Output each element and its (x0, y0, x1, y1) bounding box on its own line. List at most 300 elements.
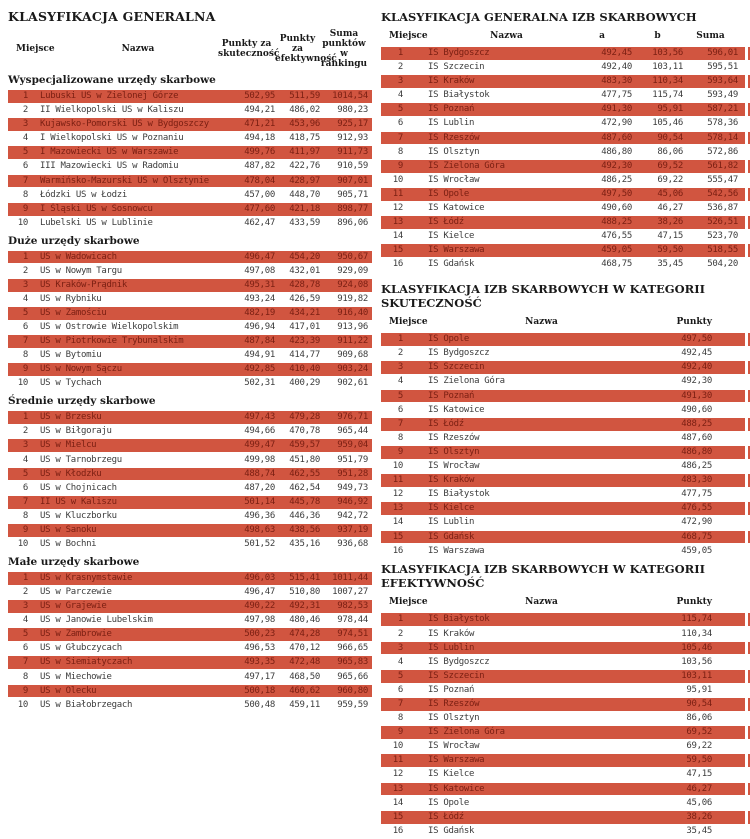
table-row (381, 670, 745, 683)
rank-cell: 7 (22, 657, 28, 668)
value-cell: 499,98 (244, 454, 275, 465)
value-cell: 907,01 (337, 175, 368, 186)
value-cell: 1011,44 (332, 572, 368, 583)
value-cell: 496,03 (244, 572, 275, 583)
table-row (381, 174, 745, 187)
value-cell: 965,66 (337, 671, 368, 682)
rank-cell: 1 (397, 614, 403, 625)
name-cell: IS Opole (428, 188, 469, 199)
table-row (8, 586, 372, 599)
table-row (381, 89, 745, 102)
value-cell: 483,30 (681, 475, 712, 486)
value-cell: 59,50 (686, 755, 712, 766)
rank-cell: 7 (397, 698, 403, 709)
value-cell: 905,71 (337, 189, 368, 200)
value-cell: 561,82 (707, 160, 738, 171)
value-cell: 69,52 (686, 727, 712, 738)
rank-cell: 4 (22, 454, 28, 465)
name-cell: IS Lublin (428, 517, 475, 528)
value-cell: 410,40 (289, 364, 320, 375)
rank-cell: 2 (22, 587, 28, 598)
value-cell: 488,25 (681, 418, 712, 429)
name-cell: IS Łódź (428, 811, 464, 822)
col-header-skutecznosc: Punkty za skuteczność (218, 39, 280, 59)
value-cell: 459,05 (601, 245, 632, 256)
value-cell: 492,45 (681, 348, 712, 359)
name-cell: IS Bydgoszcz (428, 656, 490, 667)
table-row (381, 188, 745, 201)
rank-cell: 4 (22, 133, 28, 144)
table-row (381, 811, 745, 824)
rank-cell: 10 (17, 217, 28, 228)
value-cell: 498,63 (244, 525, 275, 536)
value-cell: 542,56 (707, 188, 738, 199)
name-cell: US w Ostrowie Wielkopolskim (40, 322, 179, 333)
value-cell: 492,45 (601, 48, 632, 58)
rank-cell: 1 (397, 48, 403, 58)
table-row (8, 377, 372, 390)
value-cell: 428,78 (289, 279, 320, 290)
value-cell: 45,06 (657, 188, 683, 199)
name-cell: US w Zamościu (40, 308, 107, 319)
table-row (381, 390, 745, 403)
rank-cell: 9 (22, 525, 28, 536)
rank-cell: 3 (397, 362, 403, 373)
rank-cell: 3 (22, 119, 28, 130)
rank-cell: 8 (397, 432, 403, 443)
column-header-row (381, 315, 745, 329)
col-header-punkty: Punkty (676, 317, 712, 328)
name-cell: IS Olsztyn (428, 146, 480, 157)
table-row (8, 600, 372, 613)
value-cell: 515,41 (289, 572, 320, 583)
value-cell: 451,80 (289, 454, 320, 465)
name-cell: IS Bydgoszcz (428, 348, 490, 359)
value-cell: 462,54 (289, 482, 320, 493)
name-cell: US w Chojnicach (40, 482, 117, 493)
value-cell: 497,17 (244, 671, 275, 682)
value-cell: 480,46 (289, 615, 320, 626)
rank-cell: 6 (22, 322, 28, 333)
value-cell: 482,19 (244, 308, 275, 319)
section-rows (8, 572, 372, 712)
table-row (381, 642, 745, 655)
name-cell: US w Kluczborku (40, 510, 117, 521)
table-row (381, 460, 745, 473)
col-header-miejsce: Miejsce (16, 44, 55, 54)
table-row (381, 146, 745, 159)
rank-cell: 13 (392, 217, 403, 228)
rank-cell: 11 (392, 188, 403, 199)
name-cell: US w Biłgoraju (40, 426, 112, 437)
name-cell: US w Rybniku (40, 293, 102, 304)
value-cell: 453,96 (289, 119, 320, 130)
value-cell: 69,22 (657, 174, 683, 185)
value-cell: 978,44 (337, 615, 368, 626)
name-cell: IS Lublin (428, 118, 475, 129)
rank-cell: 4 (397, 90, 403, 101)
value-cell: 499,47 (244, 440, 275, 451)
rank-cell: 7 (22, 336, 28, 347)
name-cell: Lubuski US w Zielonej Górze (40, 91, 179, 101)
value-cell: 898,77 (337, 203, 368, 214)
table-row (8, 628, 372, 641)
value-cell: 400,29 (289, 378, 320, 389)
value-cell: 486,80 (681, 446, 712, 457)
name-cell: IS Opole (428, 797, 469, 808)
table-row (381, 432, 745, 445)
rank-cell: 5 (22, 468, 28, 479)
column-header-row (381, 29, 745, 43)
value-cell: 578,36 (707, 118, 738, 129)
value-cell: 492,30 (681, 376, 712, 387)
table-row (8, 496, 372, 509)
value-cell: 492,31 (289, 601, 320, 612)
value-cell: 476,55 (601, 231, 632, 242)
value-cell: 492,40 (601, 62, 632, 73)
value-cell: 593,64 (707, 76, 738, 87)
izb-general-title: KLASYFIKACJA GENERALNA IZB SKARBOWYCH (381, 10, 697, 24)
rank-cell: 13 (392, 783, 403, 794)
table-row (8, 411, 372, 424)
value-cell: 115,74 (652, 90, 683, 101)
name-cell: IS Białystok (428, 90, 490, 101)
value-cell: 555,47 (707, 174, 738, 185)
value-cell: 982,53 (337, 601, 368, 612)
value-cell: 471,21 (244, 119, 275, 130)
rank-cell: 11 (392, 475, 403, 486)
rank-cell: 10 (17, 378, 28, 389)
izb-skutecznosc-rows (381, 333, 745, 557)
value-cell: 69,52 (657, 160, 683, 171)
value-cell: 445,78 (289, 496, 320, 507)
value-cell: 486,02 (289, 105, 320, 116)
name-cell: Warmińsko-Mazurski US w Olsztynie (40, 175, 209, 186)
name-cell: IS Katowice (428, 783, 485, 794)
name-cell: US w Tychach (40, 378, 102, 389)
rank-cell: 6 (22, 161, 28, 172)
rank-cell: 8 (397, 146, 403, 157)
value-cell: 491,30 (681, 390, 712, 401)
name-cell: US w Bochni (40, 539, 97, 550)
value-cell: 493,35 (244, 657, 275, 668)
value-cell: 496,36 (244, 510, 275, 521)
value-cell: 457,00 (244, 189, 275, 200)
table-row (381, 502, 745, 515)
table-row (8, 454, 372, 467)
value-cell: 438,56 (289, 525, 320, 536)
rank-cell: 8 (22, 350, 28, 361)
table-row (381, 545, 745, 558)
section-header: Małe urzędy skarbowe (8, 555, 140, 568)
name-cell: IS Poznań (428, 104, 475, 115)
value-cell: 496,47 (244, 587, 275, 598)
name-cell: IS Warszawa (428, 755, 485, 766)
section-rows (8, 90, 372, 230)
table-row (8, 335, 372, 348)
value-cell: 421,18 (289, 203, 320, 214)
name-cell: US w Grajewie (40, 601, 107, 612)
table-row (381, 216, 745, 229)
name-cell: US w Brzesku (40, 412, 102, 423)
value-cell: 496,94 (244, 322, 275, 333)
name-cell: IS Kielce (428, 769, 475, 780)
table-row (381, 768, 745, 781)
value-cell: 35,45 (686, 825, 712, 836)
name-cell: IS Wrocław (428, 461, 480, 472)
value-cell: 105,46 (681, 642, 712, 653)
table-row (381, 61, 745, 74)
value-cell: 468,75 (681, 531, 712, 542)
rank-cell: 9 (22, 203, 28, 214)
name-cell: II US w Kaliszu (40, 496, 117, 507)
rank-cell: 4 (397, 656, 403, 667)
rank-cell: 5 (22, 147, 28, 158)
table-row (8, 307, 372, 320)
name-cell: IS Białystok (428, 489, 490, 500)
table-row (381, 656, 745, 669)
value-cell: 468,75 (601, 259, 632, 270)
table-row (8, 203, 372, 216)
name-cell: Lubelski US w Lublinie (40, 217, 153, 228)
table-row (381, 488, 745, 501)
value-cell: 916,40 (337, 308, 368, 319)
name-cell: US w Krasnymstawie (40, 572, 133, 583)
rank-cell: 7 (22, 496, 28, 507)
value-cell: 435,16 (289, 539, 320, 550)
name-cell: IS Bydgoszcz (428, 48, 490, 58)
rank-cell: 6 (397, 404, 403, 415)
col-header-nazwa: Nazwa (490, 31, 523, 41)
value-cell: 488,25 (601, 217, 632, 228)
value-cell: 428,97 (289, 175, 320, 186)
value-cell: 490,60 (681, 404, 712, 415)
name-cell: US w Bytomiu (40, 350, 102, 361)
value-cell: 936,68 (337, 539, 368, 550)
name-cell: IS Rzeszów (428, 698, 480, 709)
value-cell: 418,75 (289, 133, 320, 144)
rank-cell: 5 (397, 104, 403, 115)
value-cell: 103,11 (652, 62, 683, 73)
name-cell: I Mazowiecki US w Warszawie (40, 147, 179, 158)
value-cell: 500,18 (244, 685, 275, 696)
value-cell: 486,25 (681, 461, 712, 472)
rank-cell: 2 (397, 628, 403, 639)
table-row (381, 684, 745, 697)
name-cell: IS Kraków (428, 76, 475, 87)
rank-cell: 8 (22, 671, 28, 682)
table-row (8, 425, 372, 438)
value-cell: 486,25 (601, 174, 632, 185)
rank-cell: 15 (392, 245, 403, 256)
table-row (8, 572, 372, 585)
rank-cell: 3 (22, 601, 28, 612)
value-cell: 909,68 (337, 350, 368, 361)
value-cell: 38,26 (657, 217, 683, 228)
value-cell: 500,48 (244, 699, 275, 710)
table-row (8, 146, 372, 159)
rank-cell: 1 (22, 572, 28, 583)
rank-cell: 13 (392, 503, 403, 514)
rank-cell: 4 (22, 293, 28, 304)
name-cell: US w Olecku (40, 685, 97, 696)
table-row (381, 740, 745, 753)
table-row (381, 244, 745, 257)
col-header-punkty: Punkty (676, 597, 712, 608)
value-cell: 460,62 (289, 685, 320, 696)
col-header-nazwa: Nazwa (121, 44, 155, 54)
rank-cell: 9 (22, 685, 28, 696)
value-cell: 47,15 (686, 769, 712, 780)
value-cell: 95,91 (657, 104, 683, 115)
name-cell: IS Kraków (428, 628, 475, 639)
name-cell: IS Olsztyn (428, 713, 480, 724)
value-cell: 490,60 (601, 203, 632, 214)
value-cell: 46,27 (657, 203, 683, 214)
value-cell: 950,67 (337, 251, 368, 262)
section-header: Wyspecjalizowane urzędy skarbowe (8, 74, 216, 86)
table-row (8, 349, 372, 362)
table-row (8, 524, 372, 537)
table-row (8, 217, 372, 230)
table-row (8, 160, 372, 173)
value-cell: 459,11 (289, 699, 320, 710)
rank-cell: 12 (392, 489, 403, 500)
value-cell: 45,06 (686, 797, 712, 808)
table-row (381, 361, 745, 374)
name-cell: US w Tarnobrzegu (40, 454, 122, 465)
value-cell: 69,22 (686, 741, 712, 752)
name-cell: II Wielkopolski US w Kaliszu (40, 105, 184, 116)
value-cell: 942,72 (337, 510, 368, 521)
value-cell: 913,96 (337, 322, 368, 333)
col-header-suma: Suma (696, 31, 725, 41)
table-row (8, 439, 372, 452)
name-cell: US w Nowym Sączu (40, 364, 122, 375)
value-cell: 103,11 (681, 670, 712, 681)
value-cell: 46,27 (686, 783, 712, 794)
rank-cell: 10 (392, 741, 403, 752)
col-header-miejsce: Miejsce (389, 597, 428, 608)
value-cell: 497,50 (681, 334, 712, 345)
value-cell: 495,31 (244, 279, 275, 290)
name-cell: IS Rzeszów (428, 432, 480, 443)
rank-cell: 2 (22, 426, 28, 437)
value-cell: 103,56 (681, 656, 712, 667)
value-cell: 95,91 (686, 684, 712, 695)
table-row (381, 783, 745, 796)
value-cell: 502,31 (244, 378, 275, 389)
name-cell: IS Wrocław (428, 741, 480, 752)
value-cell: 974,51 (337, 629, 368, 640)
value-cell: 497,43 (244, 412, 275, 423)
name-cell: IS Katowice (428, 404, 485, 415)
value-cell: 919,82 (337, 293, 368, 304)
table-row (381, 754, 745, 767)
column-header-row (8, 29, 372, 69)
value-cell: 433,59 (289, 217, 320, 228)
value-cell: 910,59 (337, 161, 368, 172)
name-cell: US w Białobrzegach (40, 699, 133, 710)
rank-cell: 10 (392, 174, 403, 185)
general-classification-column (8, 8, 372, 713)
table-row (381, 47, 745, 60)
rank-cell: 1 (22, 91, 28, 101)
col-header-miejsce: Miejsce (389, 31, 428, 41)
table-row (8, 265, 372, 278)
name-cell: US w Janowie Lubelskim (40, 615, 153, 626)
value-cell: 976,71 (337, 412, 368, 423)
table-row (8, 118, 372, 131)
name-cell: IS Wrocław (428, 174, 480, 185)
name-cell: US w Piotrkowie Trybunalskim (40, 336, 184, 347)
rank-cell: 16 (392, 545, 403, 556)
izb-general-rows (381, 47, 745, 271)
table-row (381, 258, 745, 271)
value-cell: 587,21 (707, 104, 738, 115)
name-cell: IS Zielona Góra (428, 727, 505, 738)
value-cell: 487,60 (601, 132, 632, 143)
value-cell: 536,87 (707, 203, 738, 214)
value-cell: 479,28 (289, 412, 320, 423)
rank-cell: 9 (397, 727, 403, 738)
table-row (381, 516, 745, 529)
name-cell: Łódzki US w Łodzi (40, 189, 128, 200)
rank-cell: 2 (397, 62, 403, 73)
section-rows (8, 251, 372, 391)
value-cell: 492,85 (244, 364, 275, 375)
rank-cell: 4 (397, 376, 403, 387)
value-cell: 911,22 (337, 336, 368, 347)
value-cell: 477,75 (681, 489, 712, 500)
rank-cell: 6 (397, 118, 403, 129)
value-cell: 492,40 (681, 362, 712, 373)
table-row (8, 699, 372, 712)
izb-efektywnosc-rows (381, 613, 745, 837)
ranking-section (8, 556, 372, 712)
value-cell: 488,74 (244, 468, 275, 479)
table-row (8, 685, 372, 698)
value-cell: 929,09 (337, 265, 368, 276)
rank-cell: 12 (392, 203, 403, 214)
izb-skarbowych-column (381, 8, 745, 839)
value-cell: 924,08 (337, 279, 368, 290)
table-row (8, 321, 372, 334)
value-cell: 911,73 (337, 147, 368, 158)
name-cell: IS Gdańsk (428, 531, 475, 542)
rank-cell: 3 (397, 642, 403, 653)
value-cell: 497,98 (244, 615, 275, 626)
value-cell: 493,24 (244, 293, 275, 304)
ranking-section (8, 235, 372, 391)
value-cell: 477,60 (244, 203, 275, 214)
value-cell: 951,28 (337, 468, 368, 479)
name-cell: IS Białystok (428, 614, 490, 625)
value-cell: 426,59 (289, 293, 320, 304)
rank-cell: 16 (392, 825, 403, 836)
name-cell: IS Szczecin (428, 362, 485, 373)
value-cell: 596,01 (707, 48, 738, 58)
value-cell: 523,70 (707, 231, 738, 242)
value-cell: 501,14 (244, 496, 275, 507)
col-header-nazwa: Nazwa (525, 597, 558, 608)
name-cell: IS Kraków (428, 475, 475, 486)
value-cell: 477,75 (601, 90, 632, 101)
rank-cell: 10 (17, 539, 28, 550)
col-header-b: b (654, 31, 661, 41)
izb-efektywnosc-title: KLASYFIKACJA IZB SKARBOWYCH W KATEGORII EFEKTYWNOŚĆ (381, 562, 705, 591)
left-sections (8, 74, 372, 712)
